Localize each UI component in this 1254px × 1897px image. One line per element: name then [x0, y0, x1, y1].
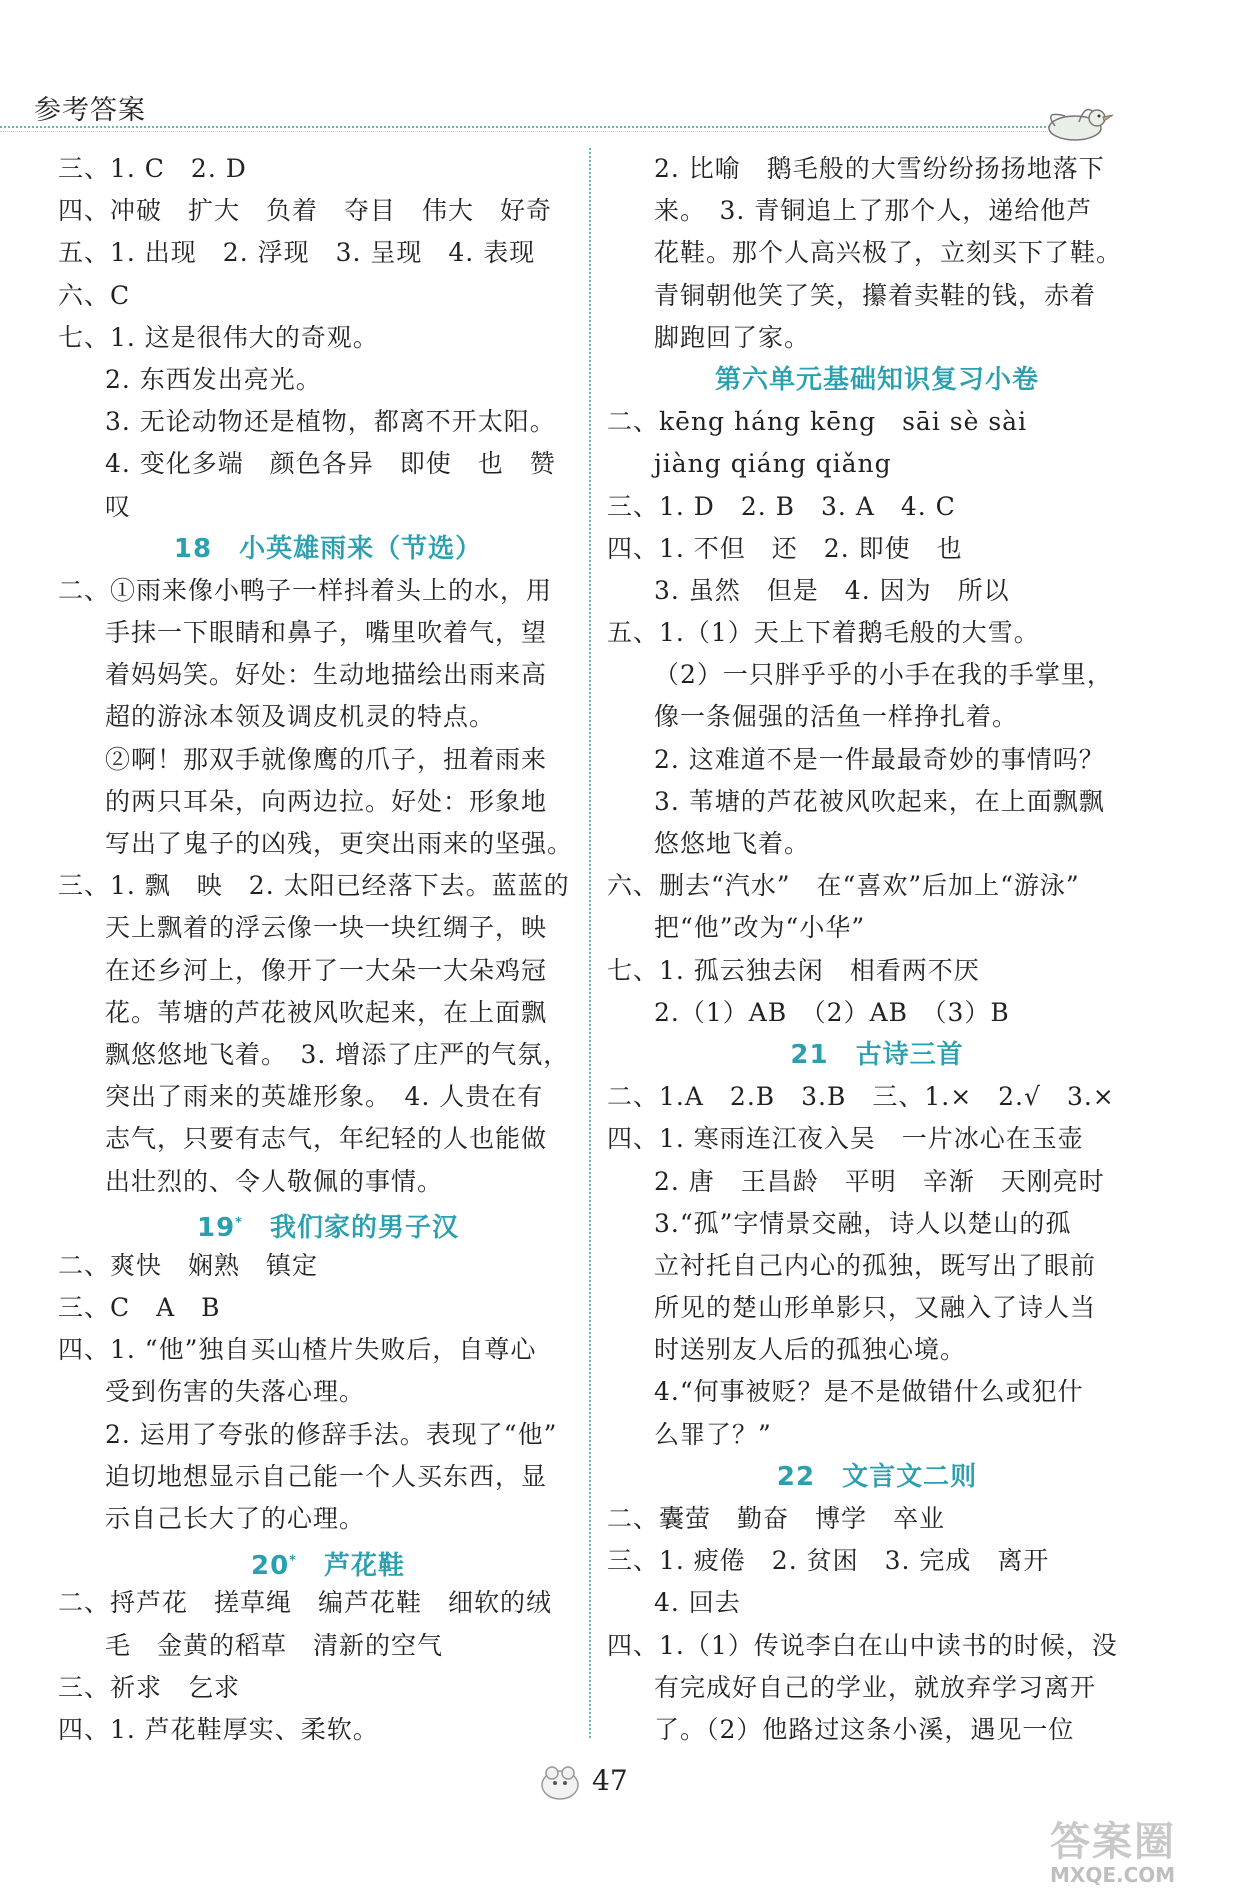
answer-line: 二、1.A 2.B 3.B 三、1.× 2.√ 3.×: [607, 1082, 1115, 1112]
answer-line: 脚跑回了家。: [654, 322, 811, 352]
answer-line: 六、删去“汽水” 在“喜欢”后加上“游泳”: [607, 871, 1080, 901]
answer-line: 示自己长大了的心理。: [105, 1504, 366, 1533]
section-heading: [58, 1540, 598, 1582]
bird-decoration-icon: [1035, 98, 1115, 146]
header-divider-secondary: [0, 131, 1060, 132]
lesson-title: 芦花鞋: [296, 1550, 405, 1581]
answer-column-right: [607, 148, 1147, 1751]
answer-line: 飘悠悠地飞着。 3. 增添了庄严的气氛，: [105, 1039, 570, 1069]
answer-line: 二、捋芦花 搓草绳 编芦花鞋 细软的绒: [58, 1588, 553, 1618]
answer-line: 花鞋。那个人高兴极了，立刻买下了鞋。: [654, 238, 1123, 268]
answer-line: 毛 金黄的稻草 清新的空气: [105, 1630, 444, 1660]
lesson-number: 20: [250, 1550, 290, 1581]
answer-line: 把“他”改为“小华”: [654, 913, 866, 943]
answer-line: 迫切地想显示自己能一个人买东西，显: [105, 1461, 548, 1491]
answer-line: 立衬托自己内心的孤独，既写出了眼前: [654, 1250, 1097, 1280]
answer-line: 四、1. “他”独自买山楂片失败后，自尊心: [58, 1335, 537, 1365]
section-heading-text: 18 小英雄雨来（节选）: [173, 533, 483, 564]
answer-line: 2. 东西发出亮光。: [105, 364, 322, 394]
answer-line: 3. 无论动物还是植物，都离不开太阳。: [105, 407, 556, 437]
section-heading: [58, 1203, 598, 1245]
answer-line: 突出了雨来的英雄形象。 4. 人贵在有: [105, 1082, 544, 1112]
section-heading: [58, 528, 598, 570]
answer-line: 五、1.（1）天上下着鹅毛般的大雪。: [607, 618, 1040, 648]
site-watermark: [1050, 1810, 1250, 1897]
answer-line: 2. 比喻 鹅毛般的大雪纷纷扬扬地落下: [654, 154, 1105, 183]
answer-line: 在还乡河上，像开了一大朵一大朵鸡冠: [105, 955, 548, 985]
header-divider: [0, 126, 1070, 128]
answer-line: 四、1. 芦花鞋厚实、柔软。: [58, 1714, 379, 1744]
answer-line: 出壮烈的、令人敬佩的事情。: [105, 1166, 444, 1196]
answer-line: 三、1. 疲倦 2. 贫困 3. 完成 离开: [607, 1546, 1050, 1576]
page-number: 47: [592, 1764, 628, 1797]
answer-line: 4. 变化多端 颜色各异 即使 也 赞: [105, 449, 556, 479]
answer-line: 二、kēng háng kēng sāi sè sài: [607, 407, 1028, 437]
answer-line: 三、1. D 2. B 3. A 4. C: [607, 491, 956, 521]
optional-lesson-marker: *: [289, 1553, 297, 1569]
answer-line: 3.“孤”字情景交融，诗人以楚山的孤: [654, 1208, 1072, 1238]
answer-line: 着妈妈笑。好处：生动地描绘出雨来高: [105, 660, 548, 690]
answer-line: 五、1. 出现 2. 浮现 3. 呈现 4. 表现: [58, 238, 536, 268]
answer-line: （2）一只胖乎乎的小手在我的手掌里，: [654, 660, 1113, 690]
answer-line: 七、1. 这是很伟大的奇观。: [58, 322, 379, 352]
answer-line: 天上飘着的浮云像一块一块红绸子，映: [105, 913, 548, 943]
lesson-title: 我们家的男子汉: [242, 1213, 459, 1244]
section-heading-text: 第六单元基础知识复习小卷: [714, 364, 1039, 395]
answer-line: 叹: [105, 491, 132, 521]
answer-line: 有完成好自己的学业，就放弃学习离开: [654, 1672, 1097, 1702]
answer-line: 六、C: [58, 280, 131, 310]
answer-line: 三、C A B: [58, 1293, 221, 1323]
answer-line: 二、爽快 娴熟 镇定: [58, 1250, 319, 1280]
answer-line: 四、1. 不但 还 2. 即使 也: [607, 533, 963, 563]
section-heading-text: 21 古诗三首: [790, 1039, 964, 1070]
column-divider: [589, 148, 591, 1738]
answer-line: 所见的楚山形单影只，又融入了诗人当: [654, 1293, 1097, 1323]
answer-line: 4.“何事被贬？是不是做错什么或犯什: [654, 1377, 1084, 1407]
answer-line: 2. 运用了夸张的修辞手法。表现了“他”: [105, 1419, 558, 1449]
answer-line: 三、1. 飘 映 2. 太阳已经落下去。蓝蓝的: [58, 871, 570, 901]
answer-line: 了。（2）他路过这条小溪，遇见一位: [654, 1714, 1075, 1744]
section-heading-text: [197, 1213, 459, 1243]
answer-line: 四、1.（1）传说李白在山中读书的时候，没: [607, 1630, 1118, 1660]
answer-line: 四、冲破 扩大 负着 夺目 伟大 好奇: [58, 196, 553, 226]
answer-line: 写出了鬼子的凶残，更突出雨来的坚强。: [105, 829, 574, 858]
answer-line: 像一条倔强的活鱼一样挣扎着。: [654, 702, 1019, 732]
answer-line: 4. 回去: [654, 1588, 741, 1618]
watermark-url: MXQE.COM: [1050, 1863, 1176, 1887]
answer-line: 么罪了？”: [654, 1419, 772, 1449]
optional-lesson-marker: *: [235, 1215, 243, 1231]
answer-line: 七、1. 孤云独去闲 相看两不厌: [607, 955, 980, 985]
answer-line: 时送别友人后的孤独心境。: [654, 1335, 967, 1365]
answer-line: 2. 这难道不是一件最最奇妙的事情吗？: [654, 744, 1105, 774]
answer-line: 受到伤害的失落心理。: [105, 1377, 366, 1407]
answer-line: 超的游泳本领及调皮机灵的特点。: [105, 702, 496, 732]
answer-line: 3. 苇塘的芦花被风吹起来，在上面飘飘: [654, 786, 1105, 816]
answer-line: 悠悠地飞着。: [654, 829, 811, 858]
answer-line: 二、囊萤 勤奋 博学 卒业: [607, 1504, 946, 1533]
cartoon-animal-icon: [530, 1755, 590, 1805]
answer-line: jiàng qiáng qiǎng: [654, 449, 892, 479]
answer-line: ②啊！那双手就像鹰的爪子，扭着雨来: [105, 744, 548, 774]
answer-line: 2. 唐 王昌龄 平明 辛渐 天刚亮时: [654, 1166, 1105, 1196]
answer-column-left: [58, 148, 598, 1751]
answer-line: 来。 3. 青铜追上了那个人，递给他芦: [654, 196, 1093, 226]
answer-line: 四、1. 寒雨连江夜入吴 一片冰心在玉壶: [607, 1124, 1084, 1154]
answer-line: 花。苇塘的芦花被风吹起来，在上面飘: [105, 997, 548, 1027]
answer-line: 二、①雨来像小鸭子一样抖着头上的水，用: [58, 575, 553, 605]
answer-line: 青铜朝他笑了笑，攥着卖鞋的钱，赤着: [654, 280, 1097, 310]
answer-line: 志气，只要有志气，年纪轻的人也能做: [105, 1124, 548, 1154]
answer-line: 的两只耳朵，向两边拉。好处：形象地: [105, 786, 548, 816]
answer-line: 三、1. C 2. D: [58, 154, 247, 183]
section-heading: [607, 359, 1147, 401]
answer-line: 三、祈求 乞求: [58, 1672, 241, 1702]
section-heading-text: 22 文言文二则: [776, 1461, 978, 1492]
watermark-logo-text: 答案圈: [1050, 1819, 1176, 1865]
section-heading-text: [251, 1551, 405, 1581]
lesson-number: 19: [196, 1213, 236, 1244]
section-heading: [607, 1456, 1147, 1498]
answer-line: 手抹一下眼睛和鼻子，嘴里吹着气，望: [105, 618, 548, 648]
page-header-title: 参考答案: [34, 95, 146, 126]
answer-line: 2.（1）AB （2）AB （3）B: [654, 997, 1010, 1027]
section-heading: [607, 1034, 1147, 1076]
answer-line: 3. 虽然 但是 4. 因为 所以: [654, 575, 1010, 605]
